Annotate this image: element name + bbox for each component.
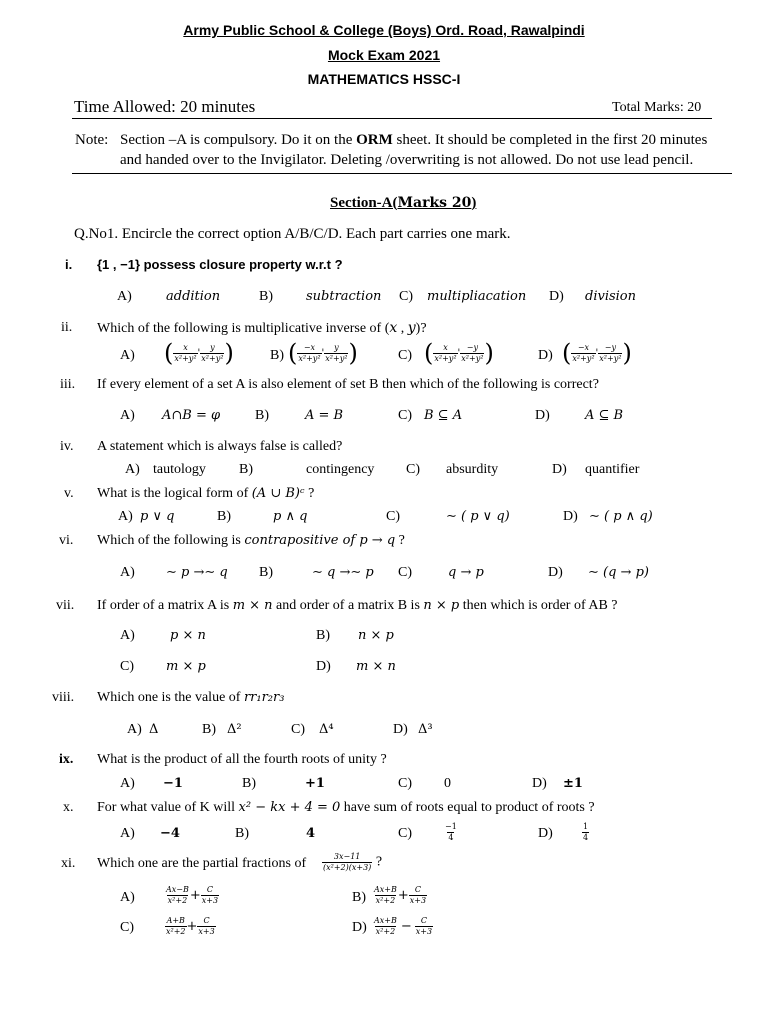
q10-option-c-value: $\frac{-1}{4}$ (445, 822, 457, 842)
q2-option-d-value: ( $\frac{-x}{\text{x²+y²}}$ ' $\frac{-y}{\text{x²+y²}}$ ) (562, 339, 632, 367)
note-label: Note: (75, 132, 109, 148)
q3-number: iii. (60, 377, 76, 392)
q8-option-c[interactable]: C) (291, 722, 305, 737)
q1-option-c[interactable]: C) (399, 289, 413, 304)
q10-option-b-value: 4 (306, 826, 316, 841)
q6-option-c-value: q → p (448, 565, 484, 580)
q6-option-b-value: ∼ q →∼ p (312, 565, 374, 580)
q2-option-c-value: ( $\frac{x}{\text{x²+y²}}$ ' $\frac{-y}{\text{x²+y²}}$ ) (424, 339, 494, 367)
q4-option-b-value: contingency (306, 462, 375, 477)
q2-number: ii. (61, 320, 73, 335)
q8-option-a-value: Δ (149, 722, 159, 737)
q6-option-d[interactable]: D) (548, 565, 563, 580)
q10-option-a-value: −4 (160, 826, 180, 841)
q11-text: Which one are the partial fractions of (97, 856, 307, 871)
q8-option-a[interactable]: A) (127, 722, 142, 737)
q7-option-a-value: p × n (170, 628, 206, 643)
q10-option-d-value: $\frac{1}{4}$ (583, 822, 589, 842)
q9-option-b-value: +1 (305, 776, 325, 791)
q3-option-c[interactable]: C) (398, 408, 412, 423)
q4-option-d-value: quantifier (585, 462, 640, 477)
q1-option-d-value: division (585, 289, 637, 304)
q2-option-a[interactable]: A) (120, 348, 135, 363)
q10-text: For what value of K will x² − kx + 4 = 0 have sum of roots equal to product of roots ? (97, 800, 595, 815)
q5-option-a-value: p ∨ q (140, 509, 175, 524)
q4-option-d[interactable]: D) (552, 462, 567, 477)
note-divider (72, 173, 732, 174)
q6-option-b[interactable]: B) (259, 565, 273, 580)
q11-number: xi. (61, 856, 76, 871)
q2-text: Which of the following is multiplicative inverse of (𝑥 , 𝑦)? (97, 321, 427, 336)
q5-option-c-value: ∼ ( p ∨ q) (446, 509, 510, 524)
q2-option-c[interactable]: C) (398, 348, 412, 363)
q1-option-d[interactable]: D) (549, 289, 564, 304)
q11-option-c-value: $\frac{A+B}{\text{x²+2}}$ + $\frac{C}{x+3}$ (166, 916, 215, 936)
q8-option-b[interactable]: B) (202, 722, 216, 737)
q4-option-c-value: absurdity (446, 462, 499, 477)
q9-option-c[interactable]: C) (398, 776, 412, 791)
q5-option-c[interactable]: C) (386, 509, 400, 524)
q6-text: Which of the following is contrapositive of p → q ? (97, 533, 405, 548)
q1-option-c-value: multipliacation (427, 289, 527, 304)
q1-number: i. (65, 257, 73, 272)
q2-option-b[interactable]: B) (270, 348, 284, 363)
q11-option-a-value: $\frac{Ax-B}{\text{x²+2}}$ + $\frac{C}{x+3}$ (166, 885, 219, 905)
q9-option-c-value: 0 (444, 776, 451, 791)
q7-option-c-value: m × p (166, 659, 206, 674)
note-line-2: and handed over to the Invigilator. Deleting /overwriting is not allowed. Do not use lead pencil. (120, 152, 694, 168)
q3-option-a[interactable]: A) (120, 408, 135, 423)
total-marks: Total Marks: 20 (612, 100, 702, 115)
q4-number: iv. (60, 439, 74, 454)
q11-option-c[interactable]: C) (120, 920, 134, 935)
q3-option-d-value: A ⊆ B (585, 408, 624, 423)
q6-option-d-value: ∼ (q → p) (588, 565, 649, 580)
q5-option-b-value: p ∧ q (273, 509, 308, 524)
q7-option-c[interactable]: C) (120, 659, 134, 674)
q11-option-d[interactable]: D) (352, 920, 367, 935)
q11-option-a[interactable]: A) (120, 890, 135, 905)
q6-option-a[interactable]: A) (120, 565, 135, 580)
q5-option-d-value: ∼ ( p ∧ q) (589, 509, 653, 524)
q6-number: vi. (59, 533, 74, 548)
q2-option-a-value: ( $\frac{x}{\text{x²+y²}}$ ' $\frac{y}{\text{x²+y²}}$ ) (164, 339, 234, 367)
q1-option-b[interactable]: B) (259, 289, 273, 304)
q9-option-d[interactable]: D) (532, 776, 547, 791)
q1-option-b-value: subtraction (306, 289, 382, 304)
q4-option-a[interactable]: A) (125, 462, 140, 477)
q5-number: v. (64, 486, 74, 501)
q10-option-c[interactable]: C) (398, 826, 412, 841)
q10-option-d[interactable]: D) (538, 826, 553, 841)
q7-text: If order of a matrix A is m × n and order of a matrix B is n × p then which is order of AB ? (97, 598, 618, 613)
q1-option-a[interactable]: A) (117, 289, 132, 304)
q11-option-b-value: $\frac{Ax+B}{\text{x²+2}}$ + $\frac{C}{x+3}$ (374, 885, 427, 905)
q3-option-c-value: B ⊆ A (424, 408, 463, 423)
q4-option-c[interactable]: C) (406, 462, 420, 477)
header-divider (72, 118, 712, 119)
q11-expression: $\frac{3x-11}{\text{(x²+2)(x+3)}}$ ? (323, 852, 383, 872)
q5-option-b[interactable]: B) (217, 509, 231, 524)
q3-option-b[interactable]: B) (255, 408, 269, 423)
q1-text: {1 , −1} possess closure property w.r.t ? (97, 257, 343, 272)
q9-option-b[interactable]: B) (242, 776, 256, 791)
q3-option-a-value: A∩B = φ (162, 408, 221, 423)
q2-option-d[interactable]: D) (538, 348, 553, 363)
q8-option-d-value: Δ³ (418, 722, 433, 737)
q9-text: What is the product of all the fourth roots of unity ? (97, 752, 387, 767)
q7-number: vii. (56, 598, 75, 613)
q6-option-c[interactable]: C) (398, 565, 412, 580)
q8-option-d[interactable]: D) (393, 722, 408, 737)
q4-option-b[interactable]: B) (239, 462, 253, 477)
q1-option-a-value: addition (166, 289, 221, 304)
subject-title: MATHEMATICS HSSC-I (307, 71, 461, 87)
q11-option-b[interactable]: B) (352, 890, 366, 905)
q9-option-a[interactable]: A) (120, 776, 135, 791)
q10-number: x. (63, 800, 74, 815)
q3-option-b-value: A = B (305, 408, 344, 423)
q11-option-d-value: $\frac{Ax+B}{\text{x²+2}}$ − $\frac{C}{x+3}$ (374, 916, 433, 936)
q7-option-d-value: m × n (356, 659, 396, 674)
school-name: Army Public School & College (Boys) Ord. Road, Rawalpindi (183, 22, 585, 38)
q7-option-d[interactable]: D) (316, 659, 331, 674)
q8-option-b-value: Δ² (227, 722, 242, 737)
q4-text: A statement which is always false is called? (97, 439, 343, 454)
q7-option-b[interactable]: B) (316, 628, 330, 643)
q3-option-d[interactable]: D) (535, 408, 550, 423)
exam-title: Mock Exam 2021 (327, 47, 441, 63)
time-allowed: Time Allowed: 20 minutes (74, 97, 256, 116)
q9-option-a-value: −1 (163, 776, 183, 791)
q8-text: Which one is the value of rr₁r₂r₃ (97, 690, 285, 705)
q7-option-b-value: n × p (358, 628, 394, 643)
q9-option-d-value: ±1 (563, 776, 583, 791)
instruction: Q.No1. Encircle the correct option A/B/C/D. Each part carries one mark. (74, 226, 511, 242)
q2-option-b-value: ( $\frac{-x}{\text{x²+y²}}$ ' $\frac{y}{\text{x²+y²}}$ ) (288, 339, 358, 367)
q6-option-a-value: ∼ p →∼ q (166, 565, 228, 580)
note-line-1: Section –A is compulsory. Do it on the ORM sheet. It should be completed in the first 20 minutes (120, 132, 708, 148)
q5-text: What is the logical form of (A ∪ B)ᶜ ? (97, 486, 315, 501)
q5-option-d[interactable]: D) (563, 509, 578, 524)
q8-number: viii. (52, 690, 75, 705)
q9-number: ix. (59, 752, 74, 767)
section-title: Section-A(Marks 20) (330, 195, 477, 211)
q10-option-a[interactable]: A) (120, 826, 135, 841)
q4-option-a-value: tautology (153, 462, 206, 477)
q5-option-a[interactable]: A) (118, 509, 133, 524)
q7-option-a[interactable]: A) (120, 628, 135, 643)
q8-option-c-value: Δ⁴ (319, 722, 334, 737)
q10-option-b[interactable]: B) (235, 826, 249, 841)
q3-text: If every element of a set A is also element of set B then which of the following is correct? (97, 377, 599, 392)
